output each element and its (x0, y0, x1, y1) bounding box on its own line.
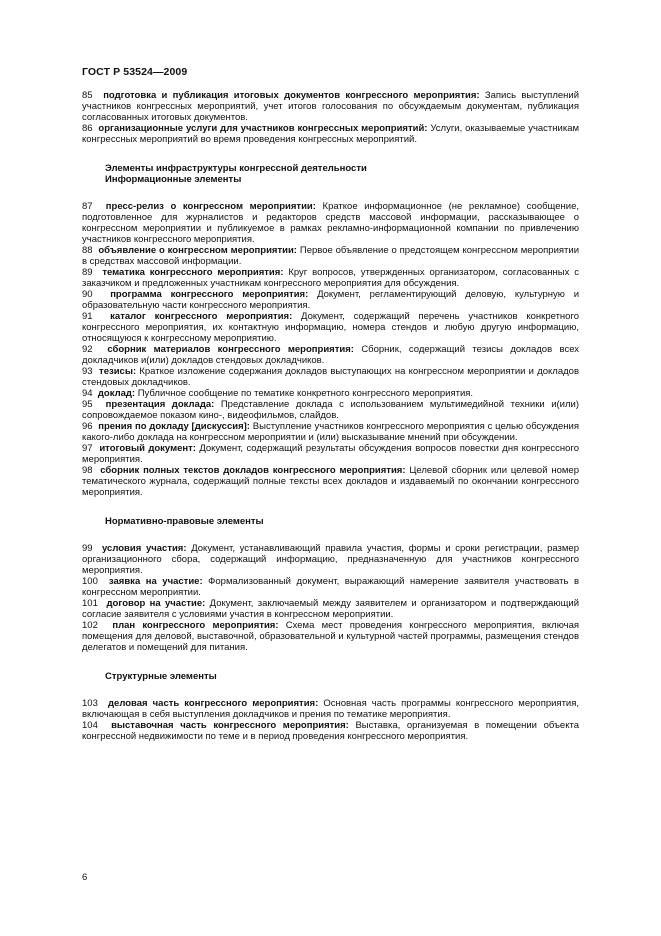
term-entry (82, 311, 579, 344)
term-definition: Документ, регламентирующий деловую, культурную и образовательную части конгрессного мероприятия. (82, 289, 580, 311)
term-definition: Основная часть программы конгрессного мероприятия, включающая в себя выступления докладчиков и прения по тематике мероприятия. (82, 698, 580, 720)
term-entry (82, 289, 579, 311)
entry-number: 104 (82, 720, 98, 731)
intro-entries (82, 90, 579, 145)
entry-number: 95 (82, 399, 93, 410)
term-entry (82, 543, 579, 576)
term-name: каталог конгрессного мероприятия: (110, 311, 293, 322)
term-entry (82, 443, 579, 465)
term-name: выставочная часть конгрессного мероприятия: (111, 720, 349, 731)
entry-number: 92 (82, 344, 93, 355)
section (82, 163, 579, 498)
term-name: подготовка и публикация итоговых документов конгрессного мероприятия: (103, 90, 480, 101)
term-entry (82, 245, 579, 267)
term-definition: Документ, заключаемый между заявителем и организатором и подтверждающий согласие заявителя с условиями участия в конгрессном мероприятии. (82, 598, 580, 620)
entry-number: 87 (82, 201, 93, 212)
term-name: сборник материалов конгрессного мероприятия: (107, 344, 354, 355)
document-header: ГОСТ Р 53524—2009 (82, 66, 188, 78)
term-definition: Схема мест проведения конгрессного мероприятия, включая помещения для деловой, выставочной, образовательной и культурной частей программы, размещения стендов делегатов и помещений для питания. (82, 620, 579, 653)
entry-number: 90 (82, 289, 93, 300)
term-entry (82, 720, 579, 742)
term-definition: Запись выступлений участников конгрессных мероприятий, учет итогов голосования по обсуждаемым документам, публикация согласованных итоговых документов. (82, 90, 580, 123)
term-entry (82, 366, 579, 388)
term-definition: Первое объявление о предстоящем конгрессном мероприятии в средствах массовой информации. (82, 245, 579, 267)
term-entry (82, 344, 579, 366)
entry-number: 102 (82, 620, 98, 631)
term-definition: Выставка, организуемая в помещении объекта конгрессной недвижимости по теме и в период проведения конгрессного мероприятия. (82, 720, 580, 742)
term-definition: Краткое изложение содержания докладов выступающих на конгрессном мероприятии и докладов стендовых докладчиков. (82, 366, 579, 388)
term-name: тезисы: (99, 366, 137, 377)
document-body (82, 90, 579, 742)
term-definition: Документ, устанавливающий правила участия, формы и сроки регистрации, размер организационного сбора, содержащий информацию, предназначенную для участников конгрессного мероприятия. (82, 543, 579, 576)
term-definition: Краткое информационное (не рекламное) сообщение, подготовленное для журналистов и редакторов средств массовой информации, рассказывающее о конгрессном мероприятии и публикуемое в рамках рекламно-информационной компании по привлечению участников конгрессного мероприятия. (82, 201, 580, 245)
entry-number: 98 (82, 465, 93, 476)
term-entry (82, 620, 579, 653)
section-heading (105, 671, 579, 682)
entry-number: 86 (82, 123, 93, 134)
term-name: пресс-релиз о конгрессном мероприятии: (105, 201, 316, 212)
entry-number: 88 (82, 245, 93, 256)
term-entry (82, 698, 579, 720)
term-name: программа конгрессного мероприятия: (110, 289, 309, 300)
term-definition: Документ, содержащий результаты обсуждения вопросов повестки дня конгрессного мероприятия. (82, 443, 579, 465)
section-heading-line: Информационные элементы (105, 174, 242, 185)
term-name: заявка на участие: (108, 576, 203, 587)
term-name: прения по докладу [дискуссия]: (98, 421, 250, 432)
term-name: договор на участие: (106, 598, 206, 609)
entry-number: 96 (82, 421, 93, 432)
term-name: организационные услуги для участников конгрессных мероприятий: (98, 123, 428, 134)
entry-number: 94 (82, 388, 93, 399)
term-name: доклад: (97, 388, 136, 399)
term-name: условия участия: (101, 543, 187, 554)
term-entry (82, 123, 579, 145)
section-heading-line: Элементы инфраструктуры конгрессной деятельности (105, 163, 367, 174)
entry-number: 91 (82, 311, 93, 322)
term-name: объявление о конгрессном мероприятии: (98, 245, 297, 256)
term-name: деловая часть конгрессного мероприятия: (108, 698, 319, 709)
entry-number: 103 (82, 698, 98, 709)
term-definition: Целевой сборник или целевой номер тематического журнала, содержащий полные тексты всех докладов и издаваемый по окончании конгрессного мероприятия. (82, 465, 579, 498)
page-number: 6 (82, 872, 88, 883)
term-definition: Круг вопросов, утвержденных организатором, согласованных с заказчиком и предложенных участникам конгрессного мероприятия для обсуждения. (82, 267, 580, 289)
term-name: сборник полных текстов докладов конгрессного мероприятия: (100, 465, 406, 476)
term-definition: Публичное сообщение по тематике конкретного конгрессного мероприятия. (137, 388, 474, 399)
sections (82, 163, 579, 742)
entry-number: 99 (82, 543, 93, 554)
section-heading (105, 516, 579, 527)
term-definition: Документ, содержащий перечень участников конкретного конгрессного мероприятия, их контактную информацию, номера стендов и любую другую информацию, относящуюся к конгрессному мероприятию. (82, 311, 579, 344)
term-name: презентация доклада: (105, 399, 215, 410)
term-definition: Выступление участников конгрессного мероприятия с целью обсуждения какого-либо доклада на конгрессном мероприятии и (или) высказывание мнений при обсуждении. (82, 421, 580, 443)
entry-number: 101 (82, 598, 98, 609)
term-entry (82, 267, 579, 289)
section-heading-line: Структурные элементы (105, 671, 217, 682)
term-entry (82, 388, 579, 399)
term-entry (82, 201, 579, 245)
term-definition: Формализованный документ, выражающий намерение заявителя участвовать в конгрессном мероприятии. (82, 576, 579, 598)
term-name: итоговый документ: (99, 443, 196, 454)
term-definition: Представление доклада с использованием мультимедийной техники и(или) сопровождаемое показом кино-, видеофильмов, слайдов. (82, 399, 579, 421)
section (82, 516, 579, 653)
section-heading (105, 163, 579, 185)
entry-number: 100 (82, 576, 98, 587)
term-name: план конгрессного мероприятия: (112, 620, 279, 631)
term-entry (82, 465, 579, 498)
term-definition: Услуги, оказываемые участникам конгрессных мероприятий во время проведения конгрессных мероприятий. (82, 123, 580, 145)
term-definition: Сборник, содержащий тезисы докладов всех докладчиков и(или) докладов стендовых докладчиков. (82, 344, 580, 366)
term-entry (82, 598, 579, 620)
entry-number: 97 (82, 443, 93, 454)
section (82, 671, 579, 742)
term-entry (82, 90, 579, 123)
section-heading-line: Нормативно-правовые элементы (105, 516, 264, 527)
entry-number: 85 (82, 90, 93, 101)
term-entry (82, 576, 579, 598)
term-name: тематика конгрессного мероприятия: (102, 267, 284, 278)
entry-number: 89 (82, 267, 93, 278)
term-entry (82, 399, 579, 421)
entry-number: 93 (82, 366, 93, 377)
term-entry (82, 421, 579, 443)
